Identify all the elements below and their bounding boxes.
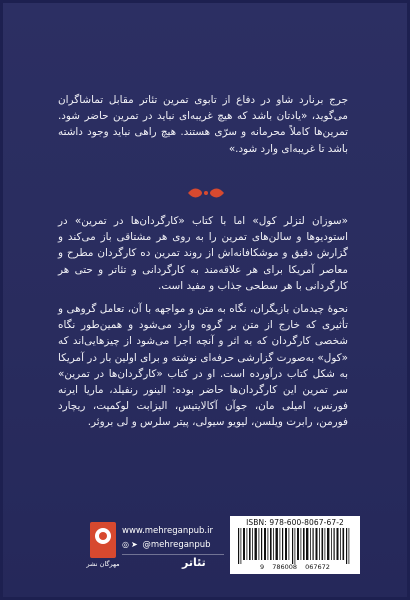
instagram-icon: ◎ xyxy=(122,540,129,549)
isbn-text: ISBN: 978-600-8067-67-2 xyxy=(246,518,344,527)
telegram-icon: ➤ xyxy=(130,540,138,549)
directors-list: الینور رنفیلد، ماریا ایرنه فورنس، امیلی مان، جوآن آکالایتیس، الیزابت لوکمپت، ریچارد فورمن، رابرت ویلسن، لیویو سیولی، پیتر سلرس و لی بروئر. xyxy=(58,384,348,429)
publisher-info xyxy=(86,522,224,572)
ornament-icon xyxy=(186,186,226,200)
bottom-bar xyxy=(70,516,360,574)
book-description-paragraph: «سوزان لتزلر کول» اما با کتاب «کارگردان‌ها در تمرین» در استودیوها و سالن‌های تمرین را به روی هر مشتاقی باز می‌کند و گزارش دقیق و موشکافانه‌اش از روند تمرین ده کارگردان مطرح و معاصر آمریکا برای هر علاقه‌مند به کارگردانی و تئاتر و حتی هر کارگردانی با هر سطحی جذاب و مفید است. xyxy=(58,215,348,292)
publisher-logo-text: مهرگان‌ نشر xyxy=(86,560,120,568)
publisher-social xyxy=(122,540,211,550)
publisher-social-handle: @mehreganpub xyxy=(142,540,211,550)
barcode-panel xyxy=(230,516,360,574)
publisher-logo-icon xyxy=(90,522,116,558)
barcode-icon xyxy=(236,528,354,564)
shaw-quote-paragraph: جرج برنارد شاو در دفاع از تابوی تمرین تئاتر مقابل تماشاگران می‌گوید، «یادتان باشد که هیچ غریبه‌ای نباید در تمرین حاضر شود. تمرین‌ها کاملاً محرمانه و سرّی هستند. هیچ راهی نباید وجود داشته باشد تا غریبه‌ای وارد شود.» xyxy=(58,94,348,155)
category-label: تئاتر xyxy=(182,556,206,569)
barcode-digits: 9 786008 067672 xyxy=(260,563,330,571)
directors-paragraph xyxy=(58,301,348,431)
publisher-website: www.mehreganpub.ir xyxy=(122,526,213,536)
rehearsal-description: نحوهٔ چیدمان بازیگران، نگاه به متن و مواجهه با آن، تعامل گروهی و تأثیری که خارج از متن بر گروه وارد می‌شود و همین‌طور نگاه شخصی کارگردان که به اثر و آنچه اجرا می‌شود از چیزهایی‌اند که «کول» به‌صورت گزارشی حرفه‌ای نوشته و برای اولین بار در آمریکا به شکل کتاب درآورده است. او در کتاب «کارگردان‌ها در تمرین» سر تمرین این کارگردان‌ها حاضر بوده: xyxy=(58,303,348,397)
divider xyxy=(122,554,224,555)
